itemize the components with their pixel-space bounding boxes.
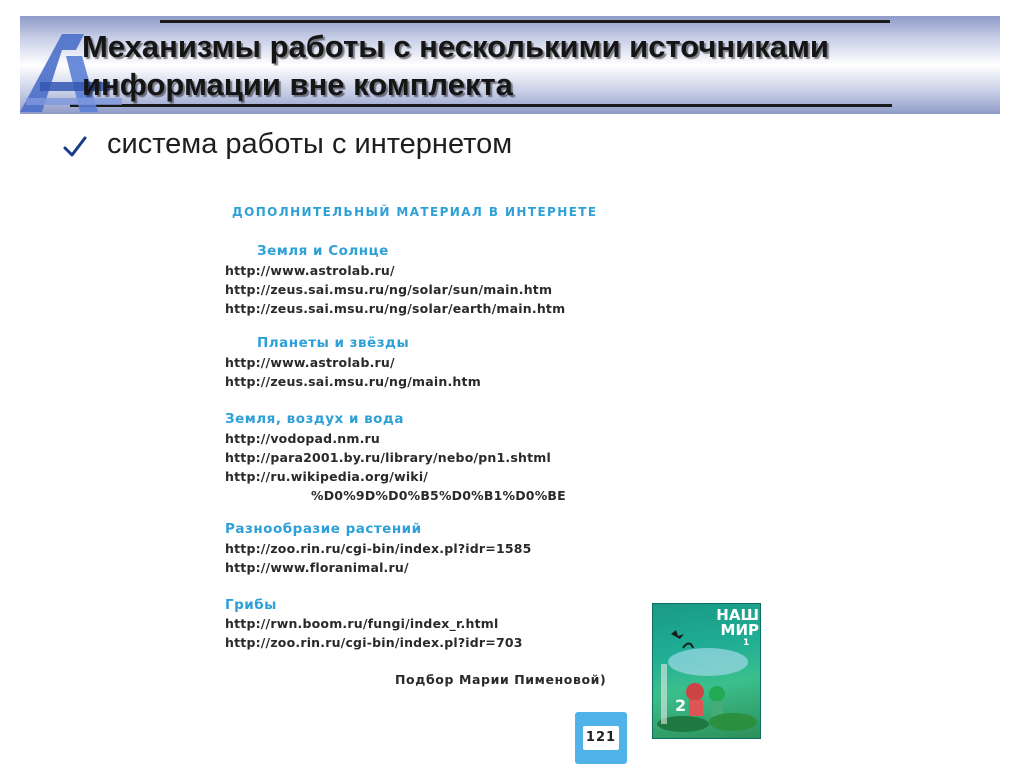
book-cover xyxy=(652,603,761,739)
url-text: http://zeus.sai.msu.ru/ng/solar/earth/main.htm xyxy=(225,301,566,316)
url-text: http://zeus.sai.msu.ru/ng/solar/sun/main.htm xyxy=(225,282,553,297)
url-text: http://www.astrolab.ru/ xyxy=(225,355,395,370)
book-volume: 1 xyxy=(743,638,750,648)
url-text: http://rwn.boom.ru/fungi/index_r.html xyxy=(225,616,499,631)
url-text: http://ru.wikipedia.org/wiki/ xyxy=(225,469,429,484)
slide-title: Механизмы работы с несколькими источниками информации вне комплекта xyxy=(82,29,829,102)
url-text: %D0%9D%D0%B5%D0%B1%D0%BE xyxy=(311,488,566,503)
header-rule-bottom xyxy=(70,104,892,107)
section-title: Грибы xyxy=(225,597,277,613)
url-text: http://para2001.by.ru/library/nebo/pn1.shtml xyxy=(225,450,551,465)
book-part-number: 2 xyxy=(675,696,687,715)
url-text: http://vodopad.nm.ru xyxy=(225,431,381,446)
section-title: Земля, воздух и вода xyxy=(225,411,404,427)
page-number: 121 xyxy=(583,726,619,750)
page-number-box xyxy=(575,712,627,764)
section-title: Планеты и звёзды xyxy=(257,335,410,351)
section-title: Земля и Солнце xyxy=(257,243,389,259)
section-title: Разнообразие растений xyxy=(225,521,422,537)
book-title: НАШ МИР xyxy=(716,606,759,639)
url-text: http://www.floranimal.ru/ xyxy=(225,560,409,575)
url-text: http://www.astrolab.ru/ xyxy=(225,263,395,278)
book-illustration xyxy=(653,604,760,738)
url-text: http://zoo.rin.ru/cgi-bin/index.pl?idr=703 xyxy=(225,635,523,650)
credit-text: Подбор Марии Пименовой) xyxy=(395,672,607,687)
bullet-text: система работы с интернетом xyxy=(107,128,513,160)
checkmark-icon xyxy=(62,134,88,160)
url-text: http://zeus.sai.msu.ru/ng/main.htm xyxy=(225,374,481,389)
header-rule-top xyxy=(160,20,890,23)
url-text: http://zoo.rin.ru/cgi-bin/index.pl?idr=1585 xyxy=(225,541,532,556)
scan-heading: ДОПОЛНИТЕЛЬНЫЙ МАТЕРИАЛ В ИНТЕРНЕТЕ xyxy=(232,205,598,219)
scanned-page xyxy=(215,196,635,696)
